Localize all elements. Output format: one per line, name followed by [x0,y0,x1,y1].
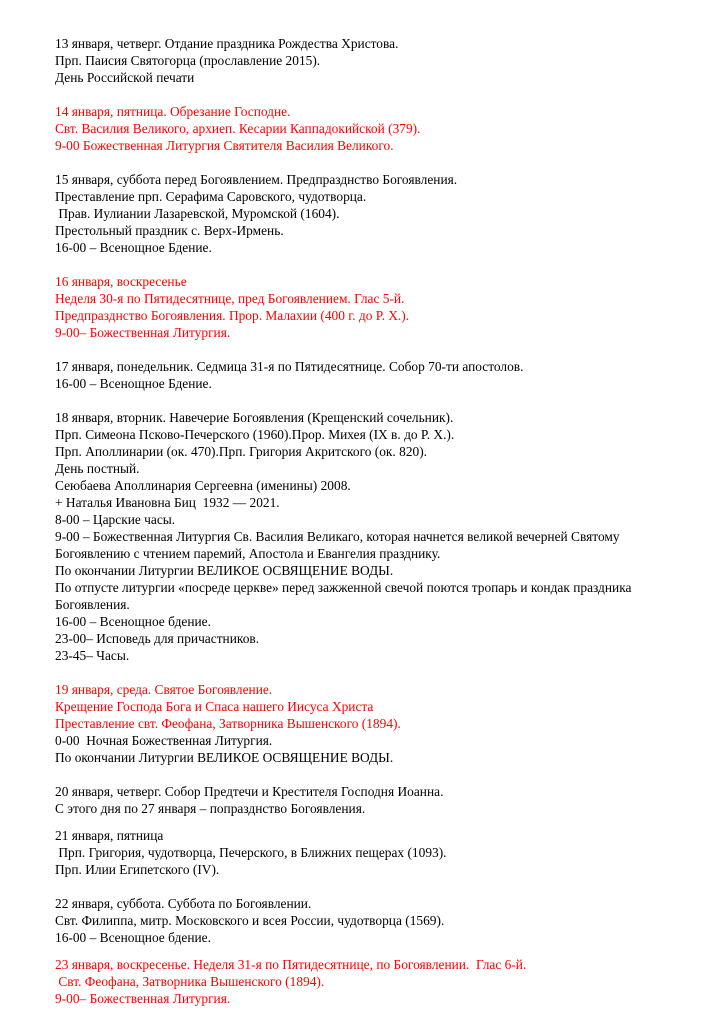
entry-line: Прп. Григория, чудотворца, Печерского, в Ближних пещерах (1093). [55,845,447,860]
entry-line: День постный. [55,461,140,476]
entry-line: Свт. Феофана, Затворника Вышенского (1894). [55,974,325,989]
day-entry-jan21 [55,827,704,878]
entry-line: Прп. Илии Египетского (IV). [55,862,220,877]
entry-line: 9-00– Божественная Литургия. [55,991,231,1006]
entry-line: 13 января, четверг. Отдание праздника Рождества Христова. [55,36,399,51]
entry-line: Преставление прп. Серафима Саровского, чудотворца. [55,189,367,204]
entry-line-feast: Преставление свт. Феофана, Затворника Вышенского (1894). [55,716,401,731]
entry-line: 16 января, воскресенье [55,274,187,289]
entry-line: Сеюбаева Аполлинария Сергеевна (именины) 2008. [55,478,351,493]
entry-line: 9-00 Божественная Литургия Святителя Василия Великого. [55,138,394,153]
entry-line: 8-00 – Царские часы. [55,512,176,527]
entry-line: 23-45– Часы. [55,648,130,663]
entry-line: Свт. Василия Великого, архиеп. Кесарии Каппадокийской (379). [55,121,421,136]
entry-line: 9-00– Божественная Литургия. [55,325,231,340]
entry-line: Неделя 30-я по Пятидесятнице, пред Богоявлением. Глас 5-й. [55,291,405,306]
day-entry-jan16 [55,273,704,341]
day-entry-jan17 [55,358,704,392]
day-entry-jan19 [55,681,704,766]
entry-line: Прав. Иулиании Лазаревской, Муромской (1604). [55,206,340,221]
entry-line: 23 января, воскресенье. Неделя 31-я по Пятидесятнице, по Богоявлении. Глас 6-й. [55,957,527,972]
entry-line: 16-00 – Всенощное Бдение. [55,376,212,391]
entry-line: День Российской печати [55,70,195,85]
day-entry-jan14 [55,103,704,154]
day-entry-jan20 [55,783,704,817]
entry-line: 23-00– Исповедь для причастников. [55,631,260,646]
entry-line: 21 января, пятница [55,828,164,843]
day-entry-jan23 [55,956,704,1007]
entry-line: 18 января, вторник. Навечерие Богоявления (Крещенский сочельник). [55,410,454,425]
entry-line: Богоявления. [55,597,130,612]
entry-line-feast: Крещение Господа Бога и Спаса нашего Иисуса Христа [55,699,374,714]
day-entry-jan13 [55,35,704,86]
entry-line: 14 января, пятница. Обрезание Господне. [55,104,291,119]
entry-line: Прп. Симеона Псково-Печерского (1960).Прор. Михея (IX в. до Р. Х.). [55,427,455,442]
entry-line: По отпусте литургии «посреде церкве» перед зажженной свечой поются тропарь и кондак праздника [55,580,632,595]
entry-line: Прп. Аполлинарии (ок. 470).Прп. Григория Акритского (ок. 820). [55,444,428,459]
entry-line: Престольный праздник с. Верх-Ирмень. [55,223,284,238]
entry-line-feast: 19 января, среда. Святое Богоявление. [55,682,273,697]
entry-line: 9-00 – Божественная Литургия Св. Василия Великаго, которая начнется великой вечерней Святому [55,529,620,544]
entry-line: С этого дня по 27 января – попразднство Богоявления. [55,801,366,816]
entry-line: По окончании Литургии ВЕЛИКОЕ ОСВЯЩЕНИЕ ВОДЫ. [55,750,394,765]
entry-line: 17 января, понедельник. Седмица 31-я по Пятидесятнице. Собор 70-ти апостолов. [55,359,524,374]
entry-line: Свт. Филиппа, митр. Московского и всея России, чудотворца (1569). [55,913,445,928]
entry-line: 16-00 – Всенощное бдение. [55,930,211,945]
entry-line: 22 января, суббота. Суббота по Богоявлении. [55,896,312,911]
entry-line: 16-00 – Всенощное бдение. [55,614,211,629]
day-entry-jan18 [55,409,704,664]
day-entry-jan22 [55,895,704,946]
day-entry-jan15 [55,171,704,256]
entry-line: + Наталья Ивановна Биц 1932 — 2021. [55,495,280,510]
entry-line: По окончании Литургии ВЕЛИКОЕ ОСВЯЩЕНИЕ ВОДЫ. [55,563,394,578]
entry-line: 20 января, четверг. Собор Предтечи и Крестителя Господня Иоанна. [55,784,444,799]
entry-line: Прп. Паисия Святогорца (прославление 2015). [55,53,321,68]
entry-line: Богоявлению с чтением паремий, Апостола и Евангелия празднику. [55,546,441,561]
entry-line: 0-00 Ночная Божественная Литургия. [55,733,273,748]
entry-line: 15 января, суббота перед Богоявлением. Предпразднство Богоявления. [55,172,458,187]
entry-line: Предпразднство Богоявления. Прор. Малахии (400 г. до Р. Х.). [55,308,410,323]
entry-line: 16-00 – Всенощное Бдение. [55,240,212,255]
